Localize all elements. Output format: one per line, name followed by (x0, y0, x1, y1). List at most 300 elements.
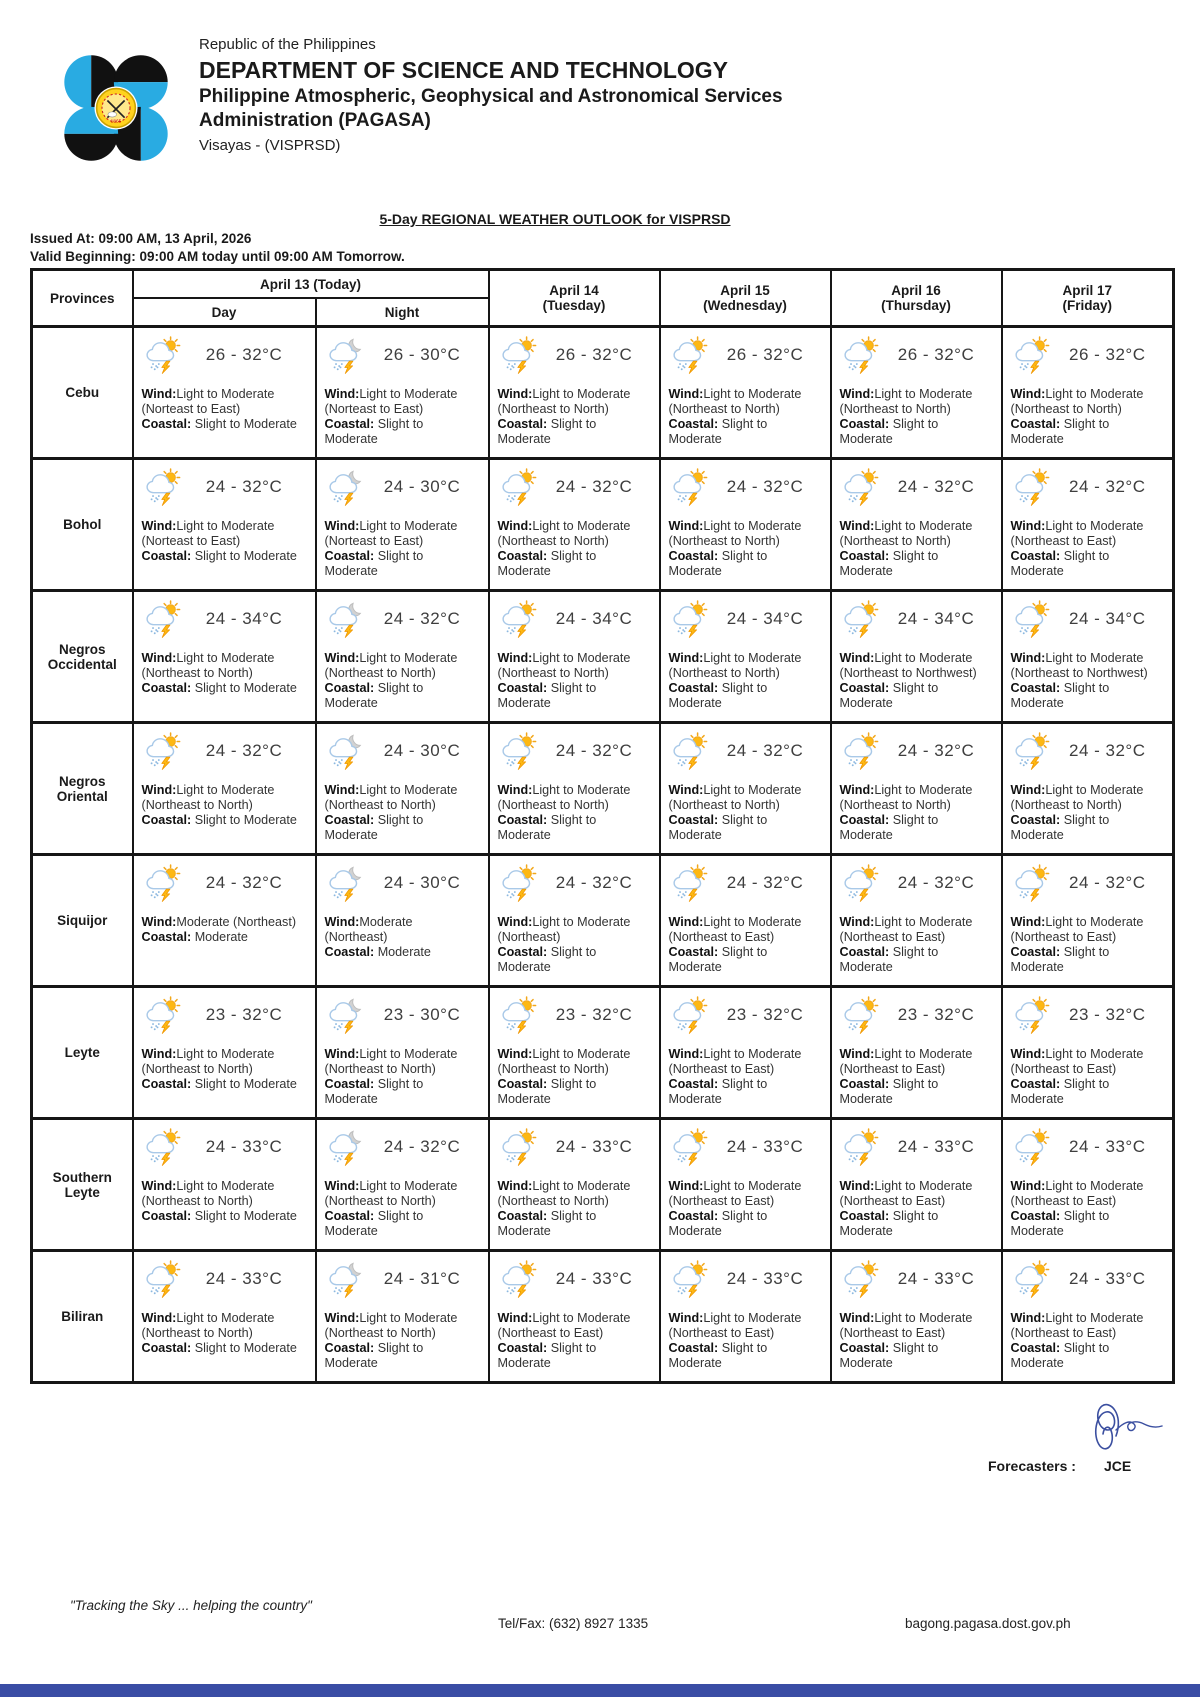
coastal-value: Slight to Moderate (668, 812, 768, 842)
coastal-label: Coastal: (668, 1208, 719, 1223)
forecast-detail (142, 1311, 305, 1356)
forecast-cell (1002, 327, 1174, 459)
thunderstorm-night-icon (325, 336, 367, 374)
day-subheader: Day (133, 298, 316, 327)
forecast-detail (325, 1311, 478, 1370)
wind-label: Wind: (1010, 915, 1046, 929)
temperature-range: 24 - 30°C (383, 873, 461, 892)
pagasa-seal-logo (62, 52, 170, 164)
forecast-cell (1002, 987, 1174, 1119)
temperature-range: 24 - 33°C (726, 1137, 804, 1156)
wind-value: Light to Moderate (Northeast to East) (839, 1311, 973, 1340)
thunderstorm-day-icon (142, 1260, 184, 1298)
coastal-value: Slight to Moderate (497, 680, 597, 710)
forecast-summary (498, 864, 649, 902)
thunderstorm-day-icon (1011, 600, 1053, 638)
date-line1: April 16 (891, 283, 941, 298)
temperature-range: 24 - 33°C (555, 1137, 633, 1156)
date-line1: April 14 (549, 283, 599, 298)
wind-value: Light to Moderate (Northeast to North) (324, 1311, 458, 1340)
forecast-summary (142, 864, 305, 902)
forecast-cell (1002, 459, 1174, 591)
forecast-summary (669, 996, 820, 1034)
coastal-value: Slight to Moderate (839, 1076, 939, 1106)
thunderstorm-day-icon (840, 864, 882, 902)
forecast-cell (489, 327, 660, 459)
wind-value: Light to Moderate (Northeast to North) (839, 783, 973, 812)
document-header (199, 36, 783, 154)
thunderstorm-night-icon (325, 1128, 367, 1166)
forecast-summary (669, 732, 820, 770)
wind-value: Moderate (Northeast) (324, 915, 413, 944)
wind-value: Light to Moderate (Norteast to East) (141, 519, 275, 548)
wind-label: Wind: (324, 519, 360, 533)
forecast-cell (660, 1119, 831, 1251)
province-name: Negros Oriental (32, 723, 133, 855)
thunderstorm-day-icon (669, 336, 711, 374)
forecast-cell (489, 1119, 660, 1251)
wind-label: Wind: (141, 1311, 177, 1325)
website-line: bagong.pagasa.dost.gov.ph (905, 1616, 1071, 1631)
forecast-cell (660, 855, 831, 987)
temperature-range: 24 - 31°C (383, 1269, 461, 1288)
forecast-summary (1011, 1128, 1163, 1166)
wind-label: Wind: (1010, 387, 1046, 401)
wind-label: Wind: (839, 1311, 875, 1325)
coastal-label: Coastal: (324, 1340, 375, 1355)
wind-label: Wind: (668, 651, 704, 665)
coastal-label: Coastal: (324, 680, 375, 695)
temperature-range: 24 - 34°C (726, 609, 804, 628)
wind-label: Wind: (1010, 1179, 1046, 1193)
wind-label: Wind: (839, 915, 875, 929)
coastal-label: Coastal: (668, 812, 719, 827)
temperature-range: 24 - 32°C (1069, 873, 1146, 892)
thunderstorm-day-icon (1011, 1128, 1053, 1166)
temperature-range: 26 - 32°C (1069, 345, 1146, 364)
wind-value: Light to Moderate (Northeast to East) (839, 915, 973, 944)
thunderstorm-day-icon (840, 600, 882, 638)
temperature-range: 26 - 32°C (726, 345, 804, 364)
province-row (32, 1119, 1174, 1251)
wind-label: Wind: (668, 1047, 704, 1061)
wind-value: Light to Moderate (Northeast to North) (141, 651, 275, 680)
wind-value: Light to Moderate (Northeast to North) (324, 651, 458, 680)
temperature-range: 23 - 32°C (1069, 1005, 1146, 1024)
forecast-detail (325, 651, 478, 710)
coastal-label: Coastal: (324, 1208, 375, 1223)
forecast-summary (498, 1260, 649, 1298)
wind-label: Wind: (839, 519, 875, 533)
coastal-label: Coastal: (668, 1340, 719, 1355)
coastal-label: Coastal: (141, 929, 192, 944)
forecast-summary (669, 864, 820, 902)
agency-line-2: Administration (PAGASA) (199, 110, 431, 132)
footer-color-bar (0, 1684, 1200, 1697)
coastal-label: Coastal: (668, 680, 719, 695)
coastal-label: Coastal: (324, 416, 375, 431)
forecast-summary (1011, 336, 1163, 374)
coastal-label: Coastal: (668, 1076, 719, 1091)
coastal-value: Slight to Moderate (324, 1076, 424, 1106)
forecast-summary (840, 864, 991, 902)
forecast-detail (1011, 387, 1163, 446)
forecast-summary (1011, 1260, 1163, 1298)
coastal-label: Coastal: (141, 548, 192, 563)
forecast-summary (840, 600, 991, 638)
forecast-cell (1002, 1251, 1174, 1383)
wind-value: Light to Moderate (Northeast to North) (141, 1179, 275, 1208)
coastal-label: Coastal: (1010, 680, 1061, 695)
forecast-cell (831, 855, 1002, 987)
forecast-summary (142, 1260, 305, 1298)
wind-label: Wind: (1010, 519, 1046, 533)
temperature-range: 23 - 32°C (205, 1005, 283, 1024)
coastal-value: Slight to Moderate (1010, 416, 1110, 446)
thunderstorm-day-icon (669, 600, 711, 638)
coastal-label: Coastal: (839, 944, 890, 959)
wind-label: Wind: (141, 915, 177, 929)
coastal-value: Slight to Moderate (194, 548, 297, 563)
forecast-detail (498, 915, 649, 974)
forecast-detail (1011, 651, 1163, 710)
forecast-detail (669, 915, 820, 974)
coastal-value: Slight to Moderate (839, 812, 939, 842)
forecast-summary (498, 1128, 649, 1166)
wind-label: Wind: (668, 519, 704, 533)
temperature-range: 24 - 32°C (555, 741, 633, 760)
thunderstorm-day-icon (669, 1128, 711, 1166)
forecast-detail (840, 519, 991, 578)
forecast-summary (325, 996, 478, 1034)
department-title: DEPARTMENT OF SCIENCE AND TECHNOLOGY (199, 56, 729, 83)
forecast-summary (840, 1260, 991, 1298)
coastal-label: Coastal: (324, 944, 375, 959)
forecast-summary (498, 336, 649, 374)
wind-label: Wind: (1010, 1311, 1046, 1325)
wind-label: Wind: (141, 651, 177, 665)
forecast-cell (831, 459, 1002, 591)
date-line2: (Wednesday) (703, 298, 787, 313)
forecast-detail (840, 651, 991, 710)
thunderstorm-day-icon (142, 996, 184, 1034)
forecast-detail (142, 783, 305, 828)
forecast-cell (831, 1119, 1002, 1251)
coastal-value: Slight to Moderate (194, 812, 297, 827)
forecast-summary (1011, 468, 1163, 506)
forecast-detail (325, 387, 478, 446)
forecast-summary (669, 468, 820, 506)
wind-label: Wind: (324, 1179, 360, 1193)
wind-value: Light to Moderate (Northeast to North) (141, 783, 275, 812)
coastal-label: Coastal: (668, 944, 719, 959)
wind-value: Light to Moderate (Northeast to Northwest) (839, 651, 977, 680)
temperature-range: 23 - 32°C (726, 1005, 804, 1024)
forecast-detail (840, 1311, 991, 1370)
date-header-thursday (831, 270, 1002, 327)
province-name: Negros Occidental (32, 591, 133, 723)
wind-value: Light to Moderate (Northeast to North) (1010, 387, 1144, 416)
forecast-cell (660, 327, 831, 459)
wind-value: Light to Moderate (Northeast to East) (1010, 1047, 1144, 1076)
coastal-label: Coastal: (141, 416, 192, 431)
forecast-detail (669, 519, 820, 578)
forecast-cell (489, 591, 660, 723)
wind-value: Light to Moderate (Northeast to North) (1010, 783, 1144, 812)
wind-label: Wind: (141, 387, 177, 401)
wind-value: Light to Moderate (Norteast to East) (324, 387, 458, 416)
forecast-detail (325, 519, 478, 578)
wind-label: Wind: (497, 915, 533, 929)
coastal-value: Slight to Moderate (839, 680, 939, 710)
province-name: Bohol (32, 459, 133, 591)
temperature-range: 23 - 32°C (897, 1005, 975, 1024)
wind-label: Wind: (497, 651, 533, 665)
forecast-summary (669, 1128, 820, 1166)
wind-label: Wind: (839, 783, 875, 797)
coastal-value: Slight to Moderate (1010, 1340, 1110, 1370)
thunderstorm-day-icon (142, 600, 184, 638)
wind-label: Wind: (141, 783, 177, 797)
coastal-value: Slight to Moderate (668, 1340, 768, 1370)
province-row (32, 327, 1174, 459)
agency-line-1: Philippine Atmospheric, Geophysical and Astronomical Services (199, 85, 783, 107)
forecast-summary (325, 1260, 478, 1298)
coastal-value: Slight to Moderate (1010, 1076, 1110, 1106)
forecast-summary (840, 336, 991, 374)
forecast-cell (316, 987, 489, 1119)
forecast-cell (133, 459, 316, 591)
forecast-detail (325, 1179, 478, 1238)
night-subheader: Night (316, 298, 489, 327)
forecast-summary (142, 996, 305, 1034)
thunderstorm-day-icon (1011, 864, 1053, 902)
thunderstorm-day-icon (142, 336, 184, 374)
temperature-range: 26 - 32°C (205, 345, 283, 364)
thunderstorm-day-icon (142, 732, 184, 770)
forecast-summary (325, 600, 478, 638)
wind-label: Wind: (1010, 651, 1046, 665)
coastal-value: Slight to Moderate (668, 944, 768, 974)
coastal-value: Slight to Moderate (324, 1208, 424, 1238)
forecast-detail (1011, 1047, 1163, 1106)
thunderstorm-day-icon (669, 732, 711, 770)
forecast-detail (1011, 915, 1163, 974)
thunderstorm-day-icon (840, 732, 882, 770)
forecast-detail (325, 915, 478, 960)
wind-value: Light to Moderate (Northeast to North) (668, 387, 802, 416)
forecast-summary (142, 600, 305, 638)
forecast-summary (1011, 732, 1163, 770)
wind-value: Light to Moderate (Northeast to East) (668, 915, 802, 944)
forecast-detail (840, 1179, 991, 1238)
temperature-range: 24 - 34°C (555, 609, 633, 628)
province-name: Siquijor (32, 855, 133, 987)
republic-line: Republic of the Philippines (199, 36, 376, 53)
forecast-detail (498, 1179, 649, 1238)
thunderstorm-day-icon (142, 1128, 184, 1166)
coastal-label: Coastal: (839, 1340, 890, 1355)
coastal-value: Slight to Moderate (324, 416, 424, 446)
forecast-summary (669, 336, 820, 374)
wind-label: Wind: (497, 1179, 533, 1193)
wind-value: Light to Moderate (Northeast to North) (141, 1047, 275, 1076)
coastal-value: Slight to Moderate (324, 812, 424, 842)
wind-label: Wind: (324, 915, 360, 929)
coastal-label: Coastal: (141, 680, 192, 695)
forecast-summary (1011, 864, 1163, 902)
coastal-value: Slight to Moderate (668, 416, 768, 446)
region-line: Visayas - (VISPRSD) (199, 136, 341, 154)
coastal-label: Coastal: (839, 548, 890, 563)
temperature-range: 23 - 32°C (555, 1005, 633, 1024)
forecast-summary (498, 468, 649, 506)
forecast-cell (133, 987, 316, 1119)
coastal-value: Slight to Moderate (839, 1208, 939, 1238)
forecast-table (30, 268, 1175, 1384)
forecast-cell (489, 987, 660, 1119)
province-row (32, 459, 1174, 591)
thunderstorm-day-icon (498, 864, 540, 902)
valid-beginning-line: Valid Beginning: 09:00 AM today until 09:00 AM Tomorrow. (30, 249, 405, 264)
coastal-value: Slight to Moderate (324, 680, 424, 710)
temperature-range: 24 - 32°C (205, 741, 283, 760)
coastal-label: Coastal: (324, 548, 375, 563)
date-header-tuesday (489, 270, 660, 327)
thunderstorm-day-icon (669, 1260, 711, 1298)
coastal-label: Coastal: (497, 812, 548, 827)
province-row (32, 591, 1174, 723)
coastal-label: Coastal: (839, 416, 890, 431)
wind-value: Light to Moderate (Northeast to North) (497, 387, 631, 416)
wind-label: Wind: (141, 1047, 177, 1061)
coastal-value: Slight to Moderate (497, 416, 597, 446)
coastal-value: Slight to Moderate (839, 944, 939, 974)
forecast-summary (498, 732, 649, 770)
thunderstorm-night-icon (325, 864, 367, 902)
forecast-cell (316, 855, 489, 987)
thunderstorm-night-icon (325, 732, 367, 770)
wind-label: Wind: (839, 1179, 875, 1193)
forecast-cell (133, 1119, 316, 1251)
temperature-range: 23 - 30°C (383, 1005, 461, 1024)
forecast-cell (316, 1119, 489, 1251)
province-name: Cebu (32, 327, 133, 459)
header-row-1 (32, 270, 1174, 299)
forecast-cell (316, 327, 489, 459)
forecast-summary (498, 600, 649, 638)
wind-value: Light to Moderate (Norteast to East) (141, 387, 275, 416)
forecast-cell (660, 987, 831, 1119)
forecast-detail (498, 387, 649, 446)
forecast-cell (316, 1251, 489, 1383)
temperature-range: 24 - 33°C (1069, 1137, 1146, 1156)
forecast-detail (142, 387, 305, 432)
slogan-quote: "Tracking the Sky ... helping the country" (70, 1598, 312, 1613)
thunderstorm-day-icon (1011, 996, 1053, 1034)
coastal-value: Slight to Moderate (497, 812, 597, 842)
wind-label: Wind: (324, 1047, 360, 1061)
temperature-range: 24 - 32°C (383, 609, 461, 628)
forecast-cell (831, 1251, 1002, 1383)
thunderstorm-day-icon (840, 1128, 882, 1166)
date-line1: April 15 (720, 283, 770, 298)
forecast-cell (831, 591, 1002, 723)
coastal-value: Slight to Moderate (668, 548, 768, 578)
wind-value: Light to Moderate (Northeast to North) (668, 519, 802, 548)
coastal-value: Slight to Moderate (194, 1076, 297, 1091)
forecast-cell (831, 723, 1002, 855)
forecast-summary (142, 468, 305, 506)
temperature-range: 24 - 34°C (897, 609, 975, 628)
coastal-value: Slight to Moderate (194, 416, 297, 431)
thunderstorm-day-icon (840, 1260, 882, 1298)
wind-label: Wind: (324, 1311, 360, 1325)
coastal-value: Slight to Moderate (194, 680, 297, 695)
wind-value: Light to Moderate (Northeast to East) (497, 1311, 631, 1340)
temperature-range: 24 - 33°C (205, 1269, 283, 1288)
coastal-label: Coastal: (141, 1340, 192, 1355)
thunderstorm-day-icon (1011, 1260, 1053, 1298)
forecast-cell (1002, 1119, 1174, 1251)
wind-label: Wind: (1010, 1047, 1046, 1061)
forecast-detail (325, 783, 478, 842)
temperature-range: 24 - 34°C (205, 609, 283, 628)
province-row (32, 987, 1174, 1119)
wind-value: Light to Moderate (Northeast to Northwest) (1010, 651, 1148, 680)
forecast-cell (831, 987, 1002, 1119)
forecast-summary (1011, 600, 1163, 638)
wind-label: Wind: (668, 387, 704, 401)
coastal-value: Slight to Moderate (1010, 680, 1110, 710)
wind-value: Light to Moderate (Northeast to East) (1010, 1179, 1144, 1208)
coastal-value: Slight to Moderate (1010, 944, 1110, 974)
coastal-label: Coastal: (497, 944, 548, 959)
wind-label: Wind: (839, 387, 875, 401)
temperature-range: 24 - 33°C (1069, 1269, 1146, 1288)
forecasters-label: Forecasters : (988, 1458, 1076, 1474)
forecast-detail (669, 651, 820, 710)
forecast-detail (669, 1311, 820, 1370)
coastal-value: Slight to Moderate (194, 1208, 297, 1223)
forecast-summary (840, 996, 991, 1034)
coastal-value: Slight to Moderate (839, 1340, 939, 1370)
forecast-detail (142, 1047, 305, 1092)
wind-value: Light to Moderate (Northeast to East) (668, 1179, 802, 1208)
temperature-range: 24 - 30°C (383, 477, 461, 496)
coastal-label: Coastal: (1010, 812, 1061, 827)
wind-value: Light to Moderate (Northeast) (497, 915, 631, 944)
temperature-range: 24 - 32°C (555, 873, 633, 892)
wind-value: Light to Moderate (Northeast to North) (497, 1047, 631, 1076)
forecast-detail (669, 783, 820, 842)
wind-value: Light to Moderate (Northeast to North) (497, 1179, 631, 1208)
coastal-value: Moderate (194, 929, 248, 944)
wind-label: Wind: (324, 783, 360, 797)
temperature-range: 26 - 32°C (897, 345, 975, 364)
forecast-detail (142, 1179, 305, 1224)
forecast-summary (669, 1260, 820, 1298)
forecasters-line (988, 1458, 1131, 1474)
forecast-summary (142, 336, 305, 374)
province-name: Biliran (32, 1251, 133, 1383)
coastal-value: Slight to Moderate (497, 944, 597, 974)
forecast-cell (316, 459, 489, 591)
forecast-detail (142, 915, 305, 945)
wind-value: Light to Moderate (Northeast to North) (324, 783, 458, 812)
temperature-range: 24 - 32°C (1069, 477, 1146, 496)
forecast-summary (142, 732, 305, 770)
